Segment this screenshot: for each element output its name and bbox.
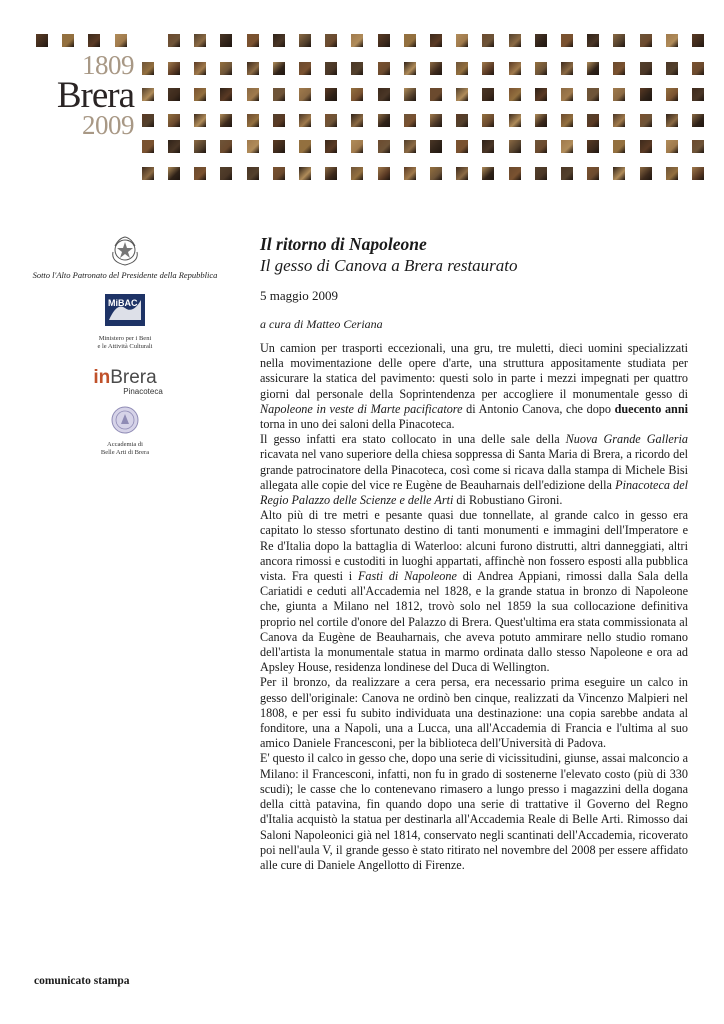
artwork-thumbnail: [509, 88, 521, 101]
article-subtitle: Il gesso di Canova a Brera restaurato: [260, 256, 518, 275]
artwork-thumbnail: [666, 88, 678, 101]
artwork-thumbnail: [613, 114, 625, 127]
artwork-thumbnail: [168, 167, 180, 180]
italian-republic-emblem-icon: [107, 232, 143, 268]
artwork-thumbnail: [613, 88, 625, 101]
artwork-thumbnail: [482, 114, 494, 127]
press-release-article: [260, 234, 688, 873]
academy-logo: [30, 406, 220, 457]
artwork-thumbnail: [247, 140, 259, 153]
artwork-thumbnail: [168, 88, 180, 101]
artwork-thumbnail: [561, 114, 573, 127]
artwork-thumbnail: [561, 88, 573, 101]
artwork-thumbnail: [404, 114, 416, 127]
artwork-thumbnail: [404, 34, 416, 47]
artwork-thumbnail: [692, 114, 704, 127]
artwork-thumbnail: [666, 34, 678, 47]
article-date: 5 maggio 2009: [260, 288, 338, 303]
artwork-thumbnail: [194, 88, 206, 101]
artwork-thumbnail: [220, 34, 232, 47]
paragraph-3: Alto più di tre metri e pesante quasi due tonnellate, al grande calco in gesso era capitato lo stesso sfortunato destino di tanti monumenti e immagini dell'Imperatore e Re d'Italia dopo la battaglia di Waterloo: alcuni furono distrutti, altri danneggiati, altri ancora rimossi e custoditi in luoghi appartati, affinchè non fossero esposti alla pubblica vista. Fra questi i Fasti di Napoleone di Andrea Appiani, rimossi dalla Sala della Cariatidi e ceduti all'Accademia nel 1828, e la grande statua in bronzo di Napoleone che, giunta a Milano nel 1812, trovò solo nel 1859 la sua collocazione definitiva proprio nel cortile d'onore del Palazzo di Brera. Quest'ultima era stata commissionata al Canova da Eugène de Beauharnais, che aveva potuto ammirare nello studio romano dell'artista la monumentale statua in marmo ordinata dallo stesso Napoleone e ora ad Apsley House, residenza londinese del Duca di Wellington.: [260, 508, 688, 675]
artwork-thumbnail: [247, 34, 259, 47]
artwork-thumbnail: [36, 34, 48, 47]
artwork-thumbnail: [456, 88, 468, 101]
artwork-thumbnail: [430, 140, 442, 153]
artwork-thumbnail: [640, 167, 652, 180]
artwork-thumbnail: [430, 114, 442, 127]
artwork-thumbnail: [220, 114, 232, 127]
artwork-thumbnail: [535, 62, 547, 75]
artwork-thumbnail: [88, 34, 100, 47]
artwork-thumbnail: [142, 140, 154, 153]
patronage-text: Sotto l'Alto Patronato del Presidente della Repubblica: [32, 270, 218, 280]
artwork-thumbnail: [482, 167, 494, 180]
inbrera-pinacoteca-logo: [30, 367, 220, 396]
artwork-thumbnail: [640, 140, 652, 153]
artwork-thumbnail: [666, 62, 678, 75]
artwork-thumbnail: [535, 114, 547, 127]
artwork-thumbnail: [587, 62, 599, 75]
paragraph-2: Il gesso infatti era stato collocato in una delle sale della Nuova Grande Galleria ricavata nel vano superiore della chiesa soppressa di Santa Maria di Brera, a ricordo del grande patrocinatore della Pinacoteca, così come si ricava dalla stampa di Michele Bisi allegata alle copie del vice re Eugène de Beauharnais dell'edizione della Pinacoteca del Regio Palazzo delle Scienze e delle Arti di Robustiano Gironi.: [260, 432, 689, 508]
artwork-thumbnail: [640, 88, 652, 101]
article-curator: a cura di Matteo Ceriana: [260, 317, 383, 331]
artwork-thumbnail: [194, 167, 206, 180]
artwork-thumbnail: [561, 140, 573, 153]
artwork-thumbnail: [299, 62, 311, 75]
artwork-thumbnail: [351, 167, 363, 180]
artwork-thumbnail: [692, 62, 704, 75]
artwork-thumbnail: [692, 167, 704, 180]
artwork-thumbnail: [378, 34, 390, 47]
artwork-thumbnail: [613, 167, 625, 180]
artwork-thumbnail: [247, 114, 259, 127]
logo-name: Brera: [56, 75, 134, 116]
artwork-thumbnail: [561, 62, 573, 75]
artwork-thumbnail: [613, 140, 625, 153]
paragraph-5: E' questo il calco in gesso che, dopo una serie di vicissitudini, giunse, assai malconcio a Milano: il Francesconi, infatti, non fu in grado di sostenerne l'elevato costo (più di 330 scudi); le casse che lo contenevano rimasero a lungo presso i magazzini della dogana della città patavina, fin quando dopo una serie di trattative il Governo del Regno d'Italia acquistò la statua per destinarla all'Accademia Reale di Belle Arti. Rimosso dai Saloni Napoleonici già nel 1814, conservato negli scantinati dell'Accademia, ricoverato poi nell'aula V, il grande gesso è stato ritirato nel novembre del 2008 per essere affidato alle cure di Daniele Angellotto di Firenze.: [260, 751, 688, 872]
artwork-thumbnail: [220, 167, 232, 180]
artwork-thumbnail: [587, 114, 599, 127]
artwork-thumbnail: [299, 34, 311, 47]
artwork-thumbnail: [561, 167, 573, 180]
artwork-thumbnail: [535, 140, 547, 153]
artwork-thumbnail: [666, 140, 678, 153]
artwork-thumbnail: [220, 62, 232, 75]
artwork-thumbnail: [509, 167, 521, 180]
academy-seal-icon: [111, 406, 139, 434]
article-body: [260, 341, 688, 873]
artwork-thumbnail: [430, 88, 442, 101]
artwork-thumbnail: [273, 62, 285, 75]
artwork-thumbnail: [535, 167, 547, 180]
artwork-thumbnail: [666, 167, 678, 180]
artwork-thumbnail: [378, 62, 390, 75]
artwork-thumbnail: [247, 88, 259, 101]
artwork-thumbnail: [692, 34, 704, 47]
artwork-thumbnail: [325, 140, 337, 153]
artwork-thumbnail: [509, 62, 521, 75]
artwork-thumbnail: [220, 140, 232, 153]
artwork-thumbnail: [273, 88, 285, 101]
artwork-thumbnail: [142, 62, 154, 75]
artwork-thumbnail: [456, 34, 468, 47]
artwork-thumbnail: [378, 114, 390, 127]
artwork-thumbnail: [299, 167, 311, 180]
artwork-thumbnail: [142, 88, 154, 101]
artwork-thumbnail: [194, 62, 206, 75]
artwork-thumbnail: [561, 34, 573, 47]
artwork-thumbnail: [247, 62, 259, 75]
artwork-thumbnail: [299, 114, 311, 127]
artwork-thumbnail: [194, 140, 206, 153]
artwork-thumbnail: [378, 167, 390, 180]
artwork-thumbnail: [273, 34, 285, 47]
inbrera-subtitle: Pinacoteca: [123, 387, 163, 396]
artwork-thumbnail: [430, 34, 442, 47]
article-title: Il ritorno di Napoleone: [260, 234, 427, 254]
artwork-thumbnail: [535, 34, 547, 47]
artwork-thumbnail: [482, 88, 494, 101]
artwork-thumbnail: [247, 167, 259, 180]
artwork-thumbnail: [456, 140, 468, 153]
logo-year-start: 1809: [82, 50, 134, 80]
artwork-thumbnail: [509, 114, 521, 127]
artwork-thumbnail: [142, 167, 154, 180]
artwork-thumbnail: [325, 62, 337, 75]
artwork-thumbnail: [404, 88, 416, 101]
artwork-thumbnail: [587, 140, 599, 153]
artwork-thumbnail: [299, 88, 311, 101]
artwork-thumbnail: [325, 167, 337, 180]
artwork-thumbnail: [325, 34, 337, 47]
press-release-label: comunicato stampa: [34, 975, 130, 987]
artwork-thumbnail: [640, 62, 652, 75]
artwork-thumbnail: [404, 167, 416, 180]
artwork-thumbnail: [640, 34, 652, 47]
artwork-thumbnail: [273, 167, 285, 180]
artwork-thumbnail: [666, 114, 678, 127]
artwork-thumbnail: [509, 34, 521, 47]
brera-1809-2009-logo: [34, 52, 134, 139]
artwork-thumbnail: [62, 34, 74, 47]
artwork-thumbnail: [194, 34, 206, 47]
sidebar-logos: [30, 232, 220, 457]
inbrera-in: in: [93, 367, 111, 388]
artwork-thumbnail: [535, 88, 547, 101]
artwork-thumbnail: [378, 88, 390, 101]
artwork-thumbnail: [482, 34, 494, 47]
inbrera-brera: Brera: [110, 367, 157, 388]
artwork-thumbnail: [456, 114, 468, 127]
artwork-thumbnail: [456, 167, 468, 180]
mibac-logo: [30, 294, 220, 351]
artwork-thumbnail: [220, 88, 232, 101]
artwork-thumbnail: [404, 62, 416, 75]
artwork-thumbnail: [482, 62, 494, 75]
artwork-thumbnail: [587, 88, 599, 101]
artwork-thumbnail: [640, 114, 652, 127]
paragraph-1: Un camion per trasporti eccezionali, una gru, tre muletti, dieci uomini specializzati nella movimentazione delle opere d'arte, una struttura appositamente studiata per assicurare la statica del pavimento: questi solo in parte i mezzi impegnati per quattro giorni dal personale della Soprintendenza per accogliere il monumentale gesso di Napoleone in veste di Marte pacificatore di Antonio Canova, che dopo duecento anni torna in uno dei saloni della Pinacoteca.: [260, 341, 688, 432]
artwork-thumbnail: [378, 140, 390, 153]
artwork-thumbnail: [168, 140, 180, 153]
artwork-thumbnail: [299, 140, 311, 153]
artwork-thumbnail: [325, 88, 337, 101]
artwork-thumbnail: [430, 62, 442, 75]
artwork-thumbnail: [509, 140, 521, 153]
artwork-thumbnail: [613, 62, 625, 75]
artwork-thumbnail: [613, 34, 625, 47]
artwork-thumbnail: [587, 167, 599, 180]
artwork-thumbnail: [273, 114, 285, 127]
artwork-thumbnail: [351, 88, 363, 101]
artwork-thumbnail: [194, 114, 206, 127]
artwork-thumbnail: [351, 62, 363, 75]
artwork-thumbnail: [456, 62, 468, 75]
academy-name: Accademia di Belle Arti di Brera: [100, 441, 150, 456]
artwork-thumbnail: [168, 34, 180, 47]
mibac-logo-text: MiBAC: [108, 298, 138, 308]
artwork-thumbnail: [273, 140, 285, 153]
paragraph-4: Per il bronzo, da realizzare a cera persa, era necessario prima eseguire un calco in gesso dell'originale: Canova ne ordinò ben cinque, realizzati da Vincenzo Malpieri nel 1808, e per essi fu subito individuata una destinazione: una copia sarebbe andata al fonditore, una a Napoli, una a Lucca, una all'Accademia di Francia e l'ultima al suo amico Daniele Francesconi, per la biblioteca dell'Università di Padova.: [260, 675, 688, 751]
artwork-thumbnail: [351, 140, 363, 153]
artwork-thumbnail: [587, 34, 599, 47]
artwork-thumbnail: [168, 114, 180, 127]
logo-year-end: 2009: [82, 110, 134, 140]
artwork-thumbnail: [115, 34, 127, 47]
artwork-thumbnail: [142, 114, 154, 127]
mibac-name: Ministero per i Beni e le Attività Culturali: [97, 335, 153, 350]
artwork-thumbnail: [692, 88, 704, 101]
artwork-thumbnail: [482, 140, 494, 153]
artwork-thumbnail: [430, 167, 442, 180]
artwork-thumbnail: [692, 140, 704, 153]
artwork-thumbnail: [168, 62, 180, 75]
artwork-thumbnail: [351, 34, 363, 47]
artwork-thumbnail: [325, 114, 337, 127]
artwork-thumbnail: [351, 114, 363, 127]
mibac-logo-icon: [105, 294, 145, 326]
artwork-thumbnail: [404, 140, 416, 153]
